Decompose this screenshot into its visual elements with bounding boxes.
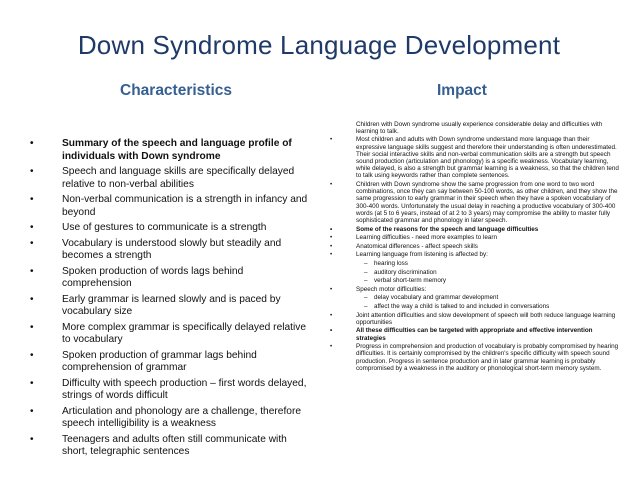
impact-item-text: Learning language from listening is affected by: — [356, 251, 488, 259]
bullet-icon: • — [330, 136, 333, 144]
impact-column — [330, 121, 620, 373]
characteristics-item — [30, 222, 312, 235]
characteristics-item-text: Non-verbal communication is a strength in infancy and beyond — [62, 194, 308, 218]
characteristics-item — [30, 434, 312, 459]
impact-item-text: Children with Down syndrome show the same progression from one word to two word combinations, once they can say between 50-100 words, as other children, and they show the same progression to early grammar in their speech when they have a spoken vocabulary of 300-400 words. Unfortunately the usual delay in reaching a productive vocabulary of 300-400 words (at 5 to 6 years, instead of at 2 to 3 years) may compromise the ability to master fully sophisticated grammar and phonology in later speech. — [356, 181, 618, 225]
characteristics-item — [30, 322, 312, 347]
impact-item — [330, 234, 620, 241]
bullet-icon: • — [330, 242, 333, 250]
dash-icon: – — [364, 277, 368, 285]
bullet-icon: • — [30, 166, 34, 177]
characteristics-item — [30, 266, 312, 291]
impact-item — [330, 327, 620, 341]
impact-heading: Impact — [437, 82, 487, 99]
characteristics-item — [30, 166, 312, 191]
impact-item-text: Progress in comprehension and production of vocabulary is probably compromised by hearing difficulties. It is certainly compromised by the children's specific difficulty with speech sound production. Progress in sentence production and in later grammar learning is probably compromised by a weakness in the auditory or phonological short-term memory system. — [356, 343, 619, 372]
impact-item — [330, 243, 620, 250]
impact-item — [330, 136, 620, 179]
impact-subitem — [330, 294, 620, 301]
impact-item-text: Learning difficulties - need more examples to learn — [356, 234, 497, 242]
impact-item-text: Most children and adults with Down syndrome understand more language than their expressive language skills suggest and therefore their understanding is often underestimated. Their social interactive skills and non-verbal communication skills are a strength but speech sound production (articulation and phonology) is a specific weakness. Vocabulary learning, while delayed, is also a strength but grammar learning is a weakness, so that the children tend to talk using keywords rather than complete sentences. — [356, 136, 619, 180]
impact-item-text: auditory discrimination — [374, 268, 437, 276]
impact-item — [330, 312, 620, 326]
impact-item-text: Speech motor difficulties: — [356, 285, 427, 293]
impact-item-text: hearing loss — [374, 260, 408, 267]
dash-icon: – — [364, 294, 368, 302]
bullet-icon: • — [30, 321, 34, 333]
impact-list — [330, 136, 620, 372]
impact-item — [330, 286, 620, 293]
characteristics-item-text: Articulation and phonology are a challenge, therefore speech intelligibility is a weakness — [62, 405, 302, 429]
characteristics-item-text: Summary of the speech and language profile of individuals with Down syndrome — [62, 138, 292, 162]
bullet-icon: • — [330, 234, 333, 242]
bullet-icon: • — [330, 225, 333, 233]
characteristics-item — [30, 378, 312, 403]
impact-item-text: Anatomical differences - affect speech skills — [356, 242, 478, 250]
impact-subitem — [330, 269, 620, 276]
bullet-icon: • — [30, 377, 34, 389]
bullet-icon: • — [330, 251, 333, 259]
characteristics-item-text: Speech and language skills are specifically delayed relative to non-verbal abilities — [62, 166, 295, 190]
characteristics-item-text: Spoken production of grammar lags behind comprehension of grammar — [62, 349, 257, 373]
impact-item-text: Some of the reasons for the speech and language difficulties — [356, 225, 539, 233]
impact-item — [330, 181, 620, 224]
characteristics-item-text: Early grammar is learned slowly and is paced by vocabulary size — [62, 293, 281, 317]
bullet-icon: • — [30, 138, 34, 149]
characteristics-item — [30, 350, 312, 375]
bullet-icon: • — [30, 433, 34, 445]
impact-item — [330, 343, 620, 372]
dash-icon: – — [364, 260, 368, 267]
dash-icon: – — [364, 268, 368, 276]
impact-item-text: All these difficulties can be targeted with appropriate and effective intervention strategies — [356, 327, 593, 342]
characteristics-item — [30, 138, 312, 163]
impact-item-text: verbal short-term memory — [374, 277, 447, 285]
slide-title: Down Syndrome Language Development — [77, 30, 561, 60]
bullet-icon: • — [330, 285, 333, 293]
characteristics-item — [30, 238, 312, 263]
impact-intro: Children with Down syndrome usually experience considerable delay and difficulties with learning to talk. — [356, 121, 603, 136]
characteristics-item-text: Spoken production of words lags behind comprehension — [62, 265, 244, 289]
characteristics-list — [30, 138, 312, 462]
bullet-icon: • — [30, 222, 34, 233]
characteristics-item — [30, 194, 312, 219]
impact-subitem — [330, 260, 620, 267]
bullet-icon: • — [30, 237, 34, 249]
bullet-icon: • — [330, 327, 333, 335]
impact-subitem — [330, 277, 620, 284]
bullet-icon: • — [30, 194, 34, 205]
impact-item-text: Joint attention difficulties and slow development of speech will both reduce language learning opportunities — [356, 311, 616, 326]
bullet-icon: • — [30, 405, 34, 417]
bullet-icon: • — [330, 311, 333, 319]
characteristics-item-text: More complex grammar is specifically delayed relative to vocabulary — [62, 321, 307, 345]
characteristics-item — [30, 406, 312, 431]
bullet-icon: • — [330, 181, 333, 189]
impact-item-text: delay vocabulary and grammar development — [374, 294, 499, 302]
impact-item — [330, 251, 620, 258]
impact-item-text: affect the way a child is talked to and included in conversations — [374, 302, 550, 310]
bullet-icon: • — [30, 349, 34, 361]
impact-subitem — [330, 303, 620, 310]
characteristics-item — [30, 294, 312, 319]
characteristics-item-text: Difficulty with speech production – first words delayed, strings of words difficult — [62, 377, 307, 401]
bullet-icon: • — [30, 265, 34, 277]
bullet-icon: • — [330, 343, 333, 351]
dash-icon: – — [364, 302, 368, 310]
characteristics-item-text: Teenagers and adults often still communicate with short, telegraphic sentences — [62, 433, 287, 457]
characteristics-heading: Characteristics — [120, 82, 233, 99]
characteristics-item-text: Vocabulary is understood slowly but steadily and becomes a strength — [62, 237, 282, 261]
bullet-icon: • — [30, 293, 34, 305]
characteristics-item-text: Use of gestures to communicate is a strength — [62, 222, 267, 233]
impact-item — [330, 226, 620, 233]
